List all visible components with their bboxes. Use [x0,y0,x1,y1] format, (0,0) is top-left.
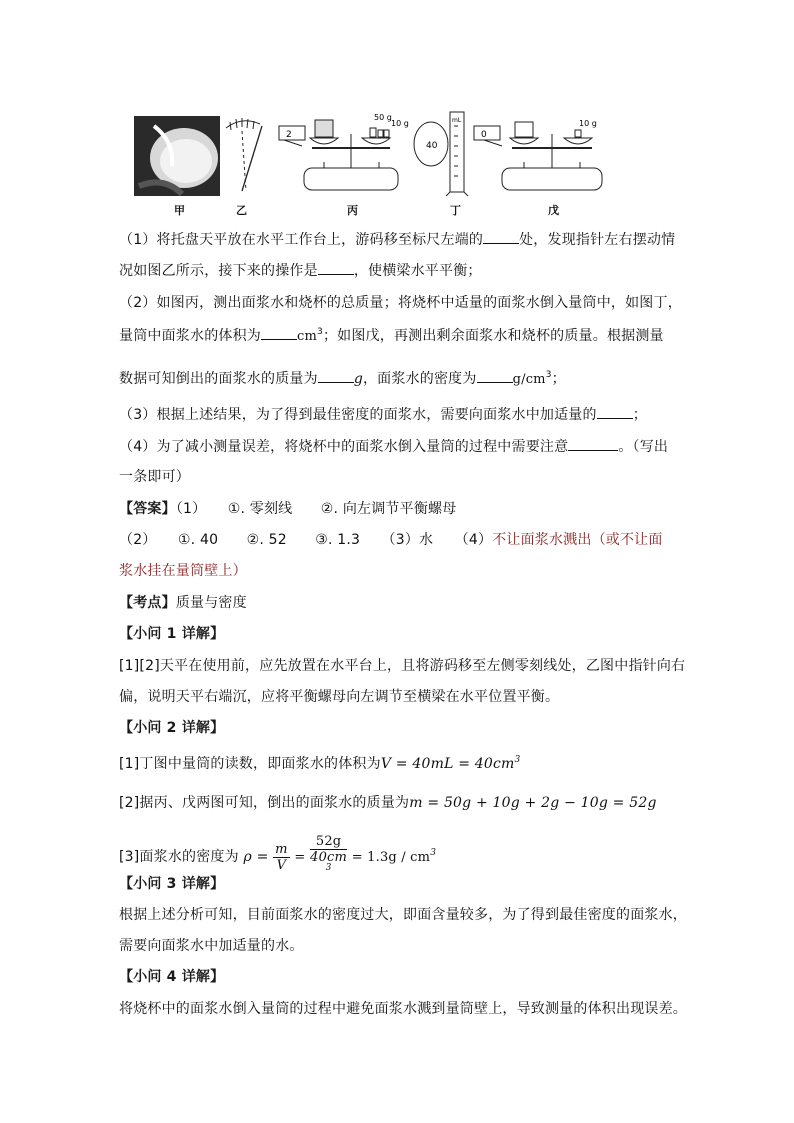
figure-drawings [134,106,614,201]
weight-label-2: 10 g [391,119,409,128]
rider-left: 2 [286,130,292,140]
q2-line2: 量筒中面浆水的体积为 $cm^3$；如图戊，再测出剩余面浆水和烧杯的质量。根据测量 [119,327,664,344]
caption-yi: 乙 [236,204,247,217]
weight-label-3: 10 g [579,119,597,128]
caption-bing: 丙 [347,204,358,217]
s1-line1: [1][2]天平在使用前，应先放置在水平台上，且将游码移至左侧零刻线处，乙图中指针向右 [119,658,686,674]
cylinder-unit: mL [452,117,462,124]
rider-right: 0 [481,130,487,140]
q1-line2: 况如图乙所示，接下来的操作是 ，使横梁水平平衡； [119,260,482,281]
answer-line3: 浆水挂在量筒壁上） [119,563,247,579]
s4-line1: 将烧杯中的面浆水倒入量筒的过程中避免面浆水溅到量筒壁上，导致测量的体积出现误差。 [119,1001,687,1017]
answer-line2: （2） ①. 40 ②. 52 ③. 1.3 （3）水 （4）不让面浆水溅出（或不让面 [119,532,663,548]
s3-line2: 需要向面浆水中加适量的水。 [119,938,304,954]
caption-wu: 戊 [548,204,559,217]
s2-line3: [3]面浆水的密度为 ρ = $\frac{m}{V}$ = 52g 40cm $^3$ = $1.3g / cm^3$ [119,834,437,873]
s1-title: 【小问 1 详解】 [119,626,225,642]
weight-label-1: 50 g [374,113,392,122]
s3-title: 【小问 3 详解】 [119,876,225,892]
q4-line1: （4）为了减小测量误差，将烧杯中的面浆水倒入量筒的过程中需要注意 。（写出 [119,436,668,457]
s3-line1: 根据上述分析可知，目前面浆水的密度过大，即面含量较多，为了得到最佳密度的面浆水， [119,907,687,923]
kaodian-line: 【考点】质量与密度 [119,595,247,611]
s4-title: 【小问 4 详解】 [119,969,225,985]
q2-line3: 数据可知倒出的面浆水的质量为 g，面浆水的密度为 $g/cm^3$； [119,370,566,387]
cylinder-reading: 40 [426,141,438,151]
s1-line2: 偏，说明天平右端沉，应将平衡螺母向左调节至横梁在水平位置平衡。 [119,689,560,705]
q2-line1: （2）如图丙，测出面浆水和烧杯的总质量；将烧杯中适量的面浆水倒入量筒中，如图丁， [119,295,682,311]
balance-bing [279,120,398,190]
q4-line2: 一条即可） [119,469,190,485]
s2-line1: [1]丁图中量筒的读数，即面浆水的体积为$V = 40mL = 40cm^3$ [119,755,521,772]
s2-line2: [2]据丙、戊两图可知，倒出的面浆水的质量为m = 50g + 10g + 2g − 10g = 52g [119,795,657,811]
cylinder-ding [414,112,468,196]
pointer-yi [226,118,262,191]
experiment-figure [134,106,614,216]
q3-line: （3）根据上述结果，为了得到最佳密度的面浆水，需要向面浆水中加适量的 ； [119,404,647,425]
caption-ding: 丁 [450,204,461,217]
q1-line1: （1）将托盘天平放在水平工作台上，游码移至标尺左端的 处，发现指针左右摆动情 [119,229,675,250]
caption-jia: 甲 [174,204,185,217]
photo-jia [134,116,220,196]
balance-wu [474,122,602,190]
s2-title: 【小问 2 详解】 [119,720,225,736]
answer-line1: 【答案】（1） ①. 零刻线 ②. 向左调节平衡螺母 [119,501,457,517]
